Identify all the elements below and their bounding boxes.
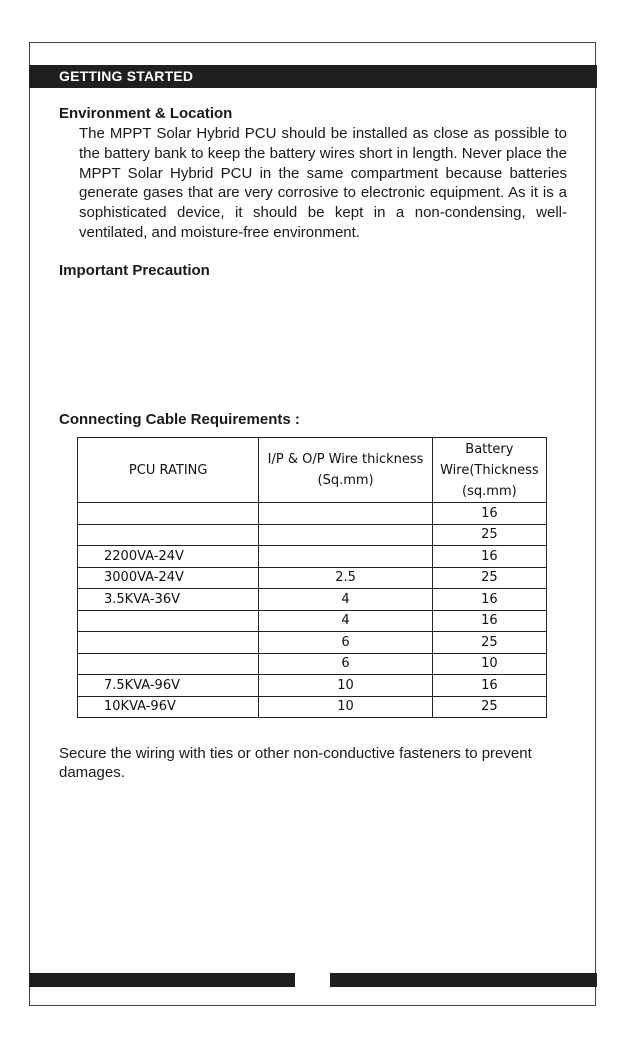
cell-battery-wire: 16 (432, 546, 546, 568)
cell-io-wire: 2.5 (259, 567, 432, 589)
section-header-bar (29, 65, 597, 88)
cell-rating: 2200VA-24V (78, 546, 259, 568)
cell-battery-wire: 25 (432, 567, 546, 589)
environment-heading: Environment & Location (59, 105, 233, 122)
cell-battery-wire: 10 (432, 653, 546, 675)
cell-battery-wire: 25 (432, 524, 546, 546)
precaution-heading: Important Precaution (59, 262, 210, 279)
environment-paragraph: The MPPT Solar Hybrid PCU should be installed as close as possible to the battery bank to keep the battery wires short in length. Never place the MPPT Solar Hybrid PCU in the same compartment because batteries generate gases that are very corrosive to electronic equipment. As it is a sophisticated device, it should be kept in a non-condensing, well-ventilated, and moisture-free environment. (79, 125, 567, 241)
table-row (78, 503, 547, 525)
cables-heading: Connecting Cable Requirements : (59, 411, 300, 428)
cell-battery-wire: 16 (432, 675, 546, 697)
cell-rating: 3.5KVA-36V (78, 589, 259, 611)
cable-requirements-table (77, 437, 547, 718)
cell-io-wire (259, 546, 432, 568)
wiring-note: Secure the wiring with ties or other non-conductive fasteners to prevent damages. (59, 745, 532, 781)
cell-battery-wire: 25 (432, 632, 546, 654)
table-row (78, 524, 547, 546)
cell-rating (78, 610, 259, 632)
table-header-row (78, 438, 547, 503)
cell-rating (78, 632, 259, 654)
table-row (78, 610, 547, 632)
cell-io-wire: 4 (259, 610, 432, 632)
cell-io-wire (259, 524, 432, 546)
cell-rating: 10KVA-96V (78, 696, 259, 718)
cell-rating (78, 653, 259, 675)
table-row (78, 567, 547, 589)
cell-io-wire: 10 (259, 675, 432, 697)
cell-io-wire: 6 (259, 653, 432, 675)
cell-rating: 3000VA-24V (78, 567, 259, 589)
cell-rating: 7.5KVA-96V (78, 675, 259, 697)
cell-battery-wire: 25 (432, 696, 546, 718)
footer-bar-right (330, 973, 597, 987)
table-row (78, 546, 547, 568)
cell-io-wire (259, 503, 432, 525)
cell-rating (78, 503, 259, 525)
column-header-battery-wire: Battery Wire(Thickness (sq.mm) (432, 438, 546, 503)
table-row (78, 589, 547, 611)
footer-bar-left (29, 973, 295, 987)
cell-io-wire: 10 (259, 696, 432, 718)
cell-battery-wire: 16 (432, 589, 546, 611)
table-row (78, 675, 547, 697)
table-row (78, 653, 547, 675)
section-title: GETTING STARTED (59, 68, 194, 84)
table-row (78, 632, 547, 654)
cell-io-wire: 6 (259, 632, 432, 654)
table-row (78, 696, 547, 718)
column-header-rating: PCU RATING (78, 438, 259, 503)
cell-battery-wire: 16 (432, 610, 546, 632)
cell-rating (78, 524, 259, 546)
column-header-io-wire: I/P & O/P Wire thickness (Sq.mm) (259, 438, 432, 503)
cell-battery-wire: 16 (432, 503, 546, 525)
cell-io-wire: 4 (259, 589, 432, 611)
